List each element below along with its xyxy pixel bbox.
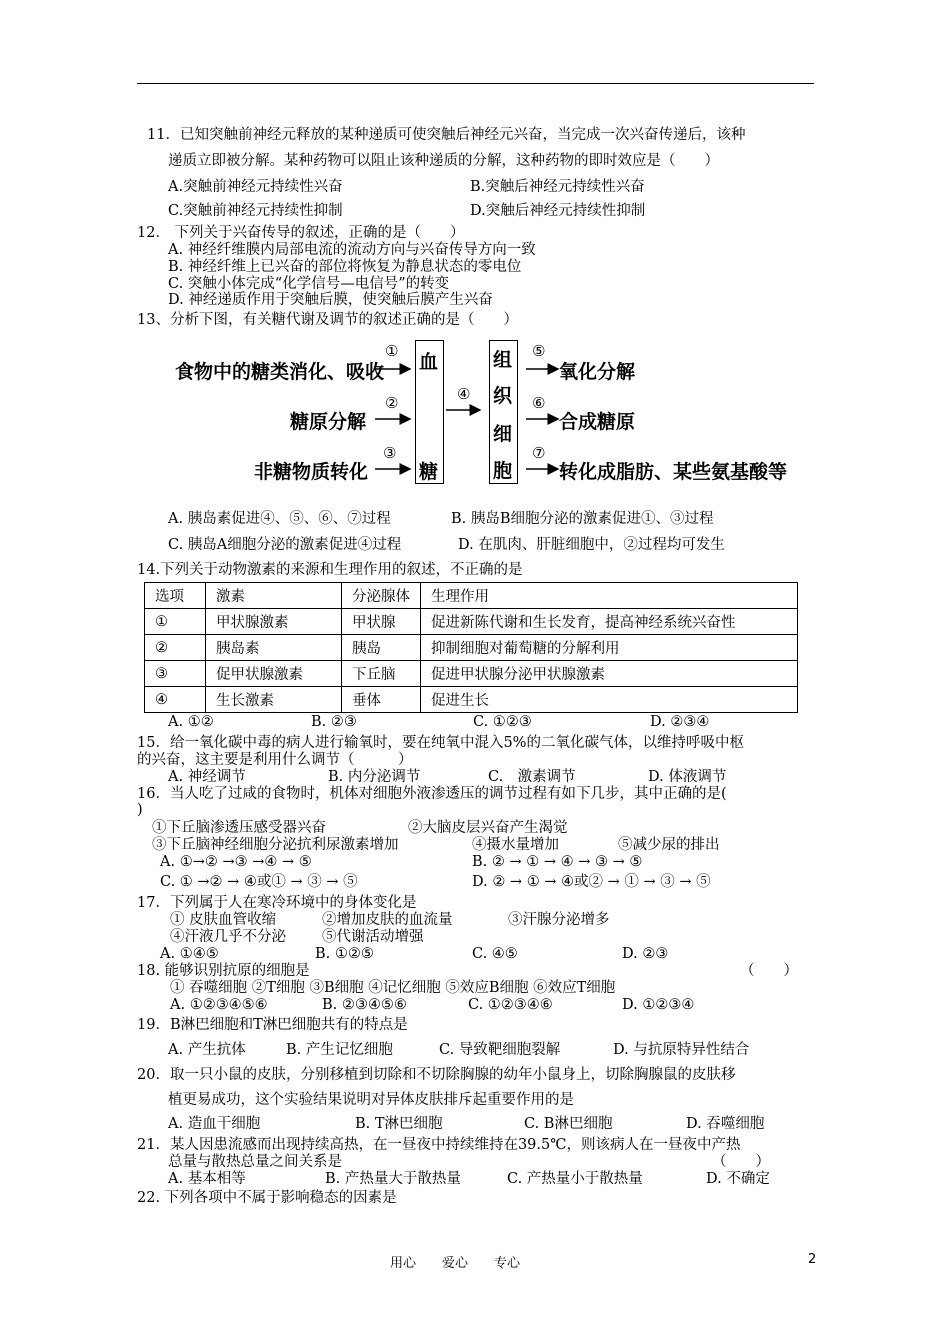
q16-stem-line1: 16．当人吃了过咸的食物时，机体对细胞外液渗透压的调节过程有如下几步，其中正确的是( bbox=[137, 786, 727, 802]
label-3: ③ bbox=[383, 444, 397, 462]
q19-option-a: A. 产生抗体 bbox=[168, 1042, 246, 1058]
table-row bbox=[145, 635, 798, 661]
q11-option-b: B.突触后神经元持续性兴奋 bbox=[470, 179, 645, 195]
q18-items: ① 吞噬细胞 ②T细胞 ③B细胞 ④记忆细胞 ⑤效应B细胞 ⑥效应T细胞 bbox=[170, 980, 616, 996]
q14-stem: 14.下列关于动物激素的来源和生理作用的叙述，不正确的是 bbox=[137, 562, 523, 578]
q16-step-1: ①下丘脑渗透压感受器兴奋 bbox=[152, 820, 326, 836]
q19-option-b: B. 产生记忆细胞 bbox=[286, 1042, 393, 1058]
source-food-digestion: 食物中的糖类消化、吸收 bbox=[175, 361, 385, 383]
q15-stem-line2: 的兴奋，这主要是利用什么调节（ ） bbox=[137, 752, 413, 768]
output-oxidation: 氧化分解 bbox=[559, 361, 636, 383]
q17-item-3: ③汗腺分泌增多 bbox=[508, 912, 610, 928]
q18-stem: 18. 能够识别抗原的细胞是 bbox=[137, 963, 310, 979]
label-6: ⑥ bbox=[532, 394, 546, 412]
header-gland: 分泌腺体 bbox=[342, 583, 421, 609]
q15-option-b: B. 内分泌调节 bbox=[328, 769, 421, 785]
q14-option-b: B. ②③ bbox=[311, 714, 357, 730]
q19-stem: 19．B淋巴细胞和T淋巴细胞共有的特点是 bbox=[137, 1017, 408, 1033]
q19-option-d: D. 与抗原特异性结合 bbox=[613, 1042, 750, 1058]
q19-option-c: C. 导致靶细胞裂解 bbox=[439, 1042, 561, 1058]
q17-option-b: B. ①②⑤ bbox=[315, 946, 374, 962]
q18-option-c: C. ①②③④⑥ bbox=[468, 997, 553, 1013]
blood-top-char: 血 bbox=[419, 351, 439, 373]
q21-option-c: C. 产热量小于散热量 bbox=[507, 1171, 643, 1187]
table-row bbox=[145, 609, 798, 635]
table-row bbox=[145, 661, 798, 687]
cell: 胰岛素 bbox=[206, 635, 342, 661]
table-header-row bbox=[145, 583, 798, 609]
q20-stem-line1: 20．取一只小鼠的皮肤，分别移植到切除和不切除胸腺的幼年小鼠身上，切除胸腺鼠的皮肤移 bbox=[137, 1067, 736, 1083]
q16-step-3: ③下丘脑神经细胞分泌抗利尿激素增加 bbox=[152, 837, 399, 853]
q20-option-a: A. 造血干细胞 bbox=[168, 1116, 261, 1132]
q17-item-1: ① 皮肤血管收缩 bbox=[170, 912, 277, 928]
q20-stem-line2: 植更易成功，这个实验结果说明对异体皮肤排斥起重要作用的是 bbox=[168, 1092, 574, 1108]
q17-stem: 17．下列属于人在寒冷环境中的身体变化是 bbox=[137, 895, 417, 911]
footer-motto: 用心 爱心 专心 bbox=[390, 1256, 521, 1271]
q21-answer-paren: （ ） bbox=[712, 1154, 770, 1170]
q21-option-b: B. 产热量大于散热量 bbox=[325, 1171, 461, 1187]
label-2: ② bbox=[385, 394, 399, 412]
cell: 甲状腺激素 bbox=[206, 609, 342, 635]
q12-option-d: D. 神经递质作用于突触后膜，使突触后膜产生兴奋 bbox=[168, 292, 493, 308]
tissue-char-3: 细 bbox=[493, 423, 513, 445]
q18-option-a: A. ①②③④⑤⑥ bbox=[170, 997, 268, 1013]
q11-stem-line1: 11．已知突触前神经元释放的某种递质可使突触后神经元兴奋，当完成一次兴奋传递后，该种 bbox=[147, 127, 746, 143]
page-number: 2 bbox=[808, 1252, 817, 1267]
q17-item-2: ②增加皮肤的血流量 bbox=[322, 912, 453, 928]
q15-option-a: A. 神经调节 bbox=[168, 769, 246, 785]
q11-option-d: D.突触后神经元持续性抑制 bbox=[470, 203, 646, 219]
cell: 下丘脑 bbox=[342, 661, 421, 687]
q16-stem-line2: ) bbox=[137, 802, 143, 818]
q16-option-a: A. ①→② →③ →④ → ⑤ bbox=[160, 854, 312, 870]
header-function: 生理作用 bbox=[421, 583, 798, 609]
q13-option-b: B. 胰岛B细胞分泌的激素促进①、③过程 bbox=[451, 511, 714, 527]
cell: 甲状腺 bbox=[342, 609, 421, 635]
cell: 促进生长 bbox=[421, 687, 798, 713]
tissue-cell-box bbox=[489, 340, 518, 484]
q20-option-b: B. T淋巴细胞 bbox=[355, 1116, 443, 1132]
tissue-char-1: 组 bbox=[493, 349, 513, 371]
q20-option-d: D. 吞噬细胞 bbox=[686, 1116, 765, 1132]
header-rule bbox=[137, 83, 814, 84]
q21-option-a: A. 基本相等 bbox=[168, 1171, 246, 1187]
q16-step-2: ②大脑皮层兴奋产生渴觉 bbox=[408, 820, 568, 836]
q16-step-5: ⑤减少尿的排出 bbox=[618, 837, 720, 853]
q14-option-a: A. ①② bbox=[168, 714, 214, 730]
q12-stem: 12． 下列关于兴奋传导的叙述，正确的是（ ） bbox=[137, 225, 465, 241]
q18-answer-paren: （ ） bbox=[740, 963, 798, 979]
q21-option-d: D. 不确定 bbox=[706, 1171, 770, 1187]
q17-option-c: C. ④⑤ bbox=[472, 946, 518, 962]
output-glycogen-synthesis: 合成糖原 bbox=[559, 411, 636, 433]
cell: 促进甲状腺分泌甲状腺激素 bbox=[421, 661, 798, 687]
q13-option-a: A. 胰岛素促进④、⑤、⑥、⑦过程 bbox=[168, 511, 391, 527]
label-1: ① bbox=[385, 342, 399, 360]
sugar-metabolism-diagram bbox=[170, 338, 790, 488]
tissue-char-2: 织 bbox=[493, 385, 513, 407]
cell: 生长激素 bbox=[206, 687, 342, 713]
blood-sugar-box bbox=[415, 340, 444, 484]
label-7: ⑦ bbox=[532, 444, 546, 462]
output-fat-amino-acids: 转化成脂肪、某些氨基酸等 bbox=[559, 461, 788, 483]
cell: 垂体 bbox=[342, 687, 421, 713]
label-4: ④ bbox=[457, 385, 471, 403]
q11-stem-line2: 递质立即被分解。某种药物可以阻止该种递质的分解，这种药物的即时效应是（ ） bbox=[168, 153, 719, 169]
source-non-sugar-conversion: 非糖物质转化 bbox=[254, 461, 369, 483]
cell: 胰岛 bbox=[342, 635, 421, 661]
cell: ③ bbox=[145, 661, 206, 687]
q17-item-4: ④汗液几乎不分泌 bbox=[170, 929, 286, 945]
table-row bbox=[145, 687, 798, 713]
q17-option-d: D. ②③ bbox=[622, 946, 669, 962]
q20-option-c: C. B淋巴细胞 bbox=[524, 1116, 613, 1132]
cell: 抑制细胞对葡萄糖的分解利用 bbox=[421, 635, 798, 661]
q14-option-c: C. ①②③ bbox=[473, 714, 532, 730]
q14-option-d: D. ②③④ bbox=[650, 714, 710, 730]
q21-stem-line1: 21．某人因患流感而出现持续高热，在一昼夜中持续维持在39.5℃，则该病人在一昼夜中产热 bbox=[137, 1137, 741, 1153]
header-hormone: 激素 bbox=[206, 583, 342, 609]
hormone-table bbox=[144, 582, 798, 713]
q11-option-a: A.突触前神经元持续性兴奋 bbox=[168, 179, 343, 195]
q12-option-c: C. 突触小体完成“化学信号—电信号”的转变 bbox=[168, 276, 450, 292]
q12-option-b: B. 神经纤维上已兴奋的部位将恢复为静息状态的零电位 bbox=[168, 259, 522, 275]
cell: ① bbox=[145, 609, 206, 635]
q16-option-c: C. ① →② → ④或① → ③ → ⑤ bbox=[160, 874, 358, 890]
q15-stem-line1: 15．给一氧化碳中毒的病人进行输氧时，要在纯氧中混入5%的二氧化碳气体，以维持呼吸中枢 bbox=[137, 735, 744, 751]
cell: 促进新陈代谢和生长发育，提高神经系统兴奋性 bbox=[421, 609, 798, 635]
q11-option-c: C.突触前神经元持续性抑制 bbox=[168, 203, 343, 219]
q17-item-5: ⑤代谢活动增强 bbox=[322, 929, 424, 945]
q21-stem-line2: 总量与散热总量之间关系是 bbox=[168, 1154, 342, 1170]
q12-option-a: A. 神经纤维膜内局部电流的流动方向与兴奋传导方向一致 bbox=[168, 242, 536, 258]
tissue-char-4: 胞 bbox=[493, 460, 513, 482]
q22-stem: 22. 下列各项中不属于影响稳态的因素是 bbox=[137, 1190, 397, 1206]
q15-option-d: D. 体液调节 bbox=[648, 769, 727, 785]
cell: ② bbox=[145, 635, 206, 661]
q17-option-a: A. ①④⑤ bbox=[160, 946, 219, 962]
label-5: ⑤ bbox=[532, 342, 546, 360]
source-glycogen-breakdown: 糖原分解 bbox=[290, 411, 367, 433]
cell: 促甲状腺激素 bbox=[206, 661, 342, 687]
q13-option-c: C. 胰岛A细胞分泌的激素促进④过程 bbox=[168, 537, 402, 553]
cell: ④ bbox=[145, 687, 206, 713]
q16-option-b: B. ② → ① → ④ → ③ → ⑤ bbox=[472, 854, 643, 870]
q13-option-d: D. 在肌肉、肝脏细胞中，②过程均可发生 bbox=[458, 537, 725, 553]
q16-step-4: ④摄水量增加 bbox=[472, 837, 559, 853]
q13-stem: 13、分析下图，有关糖代谢及调节的叙述正确的是（ ） bbox=[137, 312, 518, 328]
blood-bottom-char: 糖 bbox=[419, 461, 439, 483]
q16-option-d: D. ② → ① → ④或② → ① → ③ → ⑤ bbox=[472, 874, 711, 890]
q15-option-c: C. 激素调节 bbox=[488, 769, 576, 785]
header-option: 选项 bbox=[145, 583, 206, 609]
q18-option-d: D. ①②③④ bbox=[622, 997, 695, 1013]
q18-option-b: B. ②③④⑤⑥ bbox=[322, 997, 407, 1013]
